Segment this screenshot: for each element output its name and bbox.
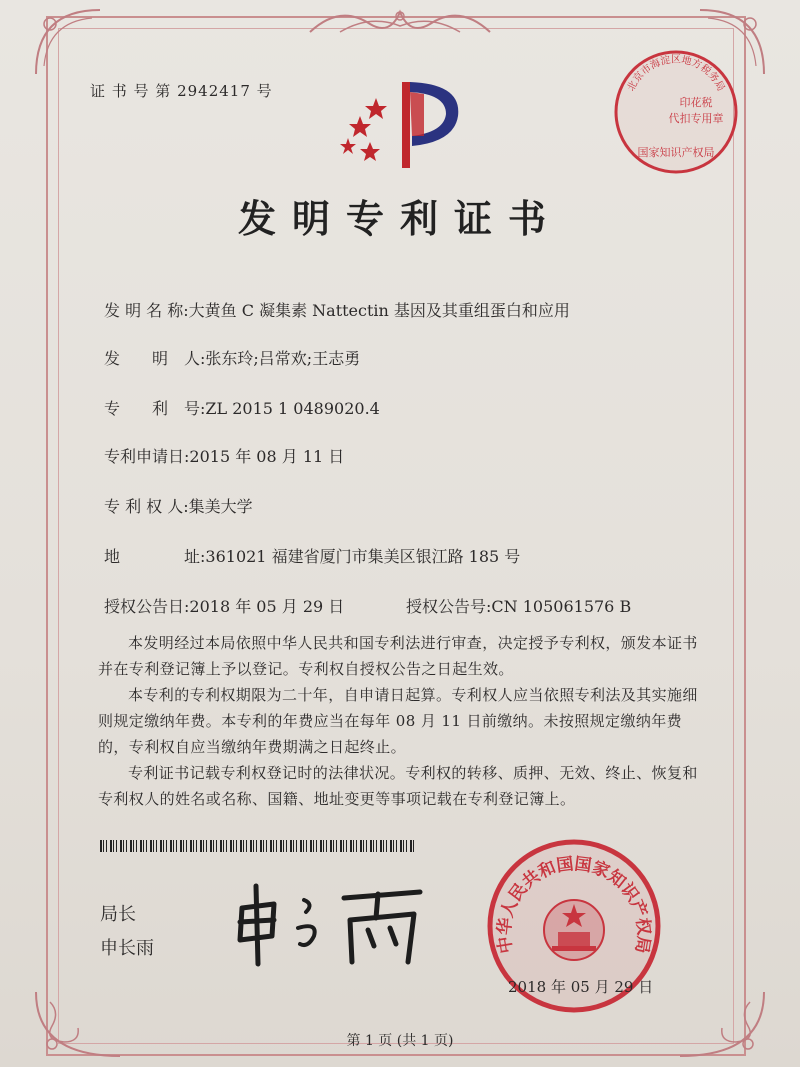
barcode-bar xyxy=(193,840,194,852)
seal-date: 2018 年 05 月 29 日 xyxy=(508,978,654,996)
grant-date-label: 授权公告日: xyxy=(104,597,190,616)
barcode-bar xyxy=(290,840,292,852)
barcode-bar xyxy=(116,840,117,852)
barcode-bar xyxy=(286,840,287,852)
barcode-bar xyxy=(383,840,384,852)
barcode-bar xyxy=(343,840,344,852)
barcode-bar xyxy=(390,840,392,852)
barcode-bar xyxy=(243,840,244,852)
barcode-bar xyxy=(360,840,362,852)
barcode-bar xyxy=(110,840,112,852)
barcode-bar xyxy=(236,840,237,852)
barcode-bar xyxy=(146,840,147,852)
barcode-bar xyxy=(233,840,234,852)
patentee-label: 专 利 权 人: xyxy=(104,497,189,516)
barcode-bar xyxy=(370,840,372,852)
patent-office-logo-icon xyxy=(340,76,470,172)
barcode-bar xyxy=(120,840,122,852)
document-title: 发明专利证书 xyxy=(237,196,562,241)
barcode-bar xyxy=(126,840,127,852)
barcode-bar xyxy=(366,840,367,852)
barcode-bar xyxy=(136,840,137,852)
barcode-bar xyxy=(276,840,277,852)
barcode-bar xyxy=(213,840,214,852)
barcode-bar xyxy=(203,840,204,852)
barcode-bar xyxy=(113,840,114,852)
address-label: 地 址: xyxy=(104,547,206,566)
inventor-label: 发 明 人: xyxy=(104,349,206,368)
barcode-bar xyxy=(400,840,402,852)
barcode-bar xyxy=(196,840,197,852)
tax-stamp-seal xyxy=(612,48,740,176)
barcode-bar xyxy=(210,840,212,852)
barcode-bar xyxy=(313,840,314,852)
invention-name-value: 大黄鱼 C 凝集素 Nattectin 基因及其重组蛋白和应用 xyxy=(188,301,570,320)
patentee-row xyxy=(104,494,253,517)
barcode-bar xyxy=(363,840,364,852)
page-footer: 第 1 页 (共 1 页) xyxy=(346,1033,454,1049)
inventor-row xyxy=(104,346,360,369)
barcode-bar xyxy=(320,840,322,852)
filing-date-label: 专利申请日: xyxy=(104,447,190,466)
bottom-left-corner-ornament xyxy=(30,982,130,1062)
barcode-bar xyxy=(403,840,404,852)
tax-stamp-bottom: 国家知识产权局 xyxy=(637,147,715,159)
patent-number-label: 专 利 号: xyxy=(104,399,206,418)
barcode-bar xyxy=(106,840,107,852)
inventor-value: 张东玲;吕常欢;王志勇 xyxy=(205,349,361,368)
grant-date-row xyxy=(104,594,344,617)
patent-number-row xyxy=(104,396,380,419)
filing-date-row xyxy=(104,444,344,467)
barcode-bar xyxy=(330,840,332,852)
barcode-bar xyxy=(316,840,317,852)
barcode-bar xyxy=(170,840,172,852)
barcode-bar xyxy=(263,840,264,852)
barcode-bar xyxy=(253,840,254,852)
barcode-bar xyxy=(173,840,174,852)
barcode-bar xyxy=(396,840,397,852)
barcode-bar xyxy=(240,840,242,852)
invention-name-label: 发 明 名 称: xyxy=(104,301,189,320)
barcode-bar xyxy=(180,840,182,852)
barcode-bar xyxy=(356,840,357,852)
official-seal-text: 中华人民共和国国家知识产权局 xyxy=(494,854,654,955)
barcode xyxy=(100,840,418,852)
address-row xyxy=(104,544,520,567)
barcode-bar xyxy=(260,840,262,852)
barcode-bar xyxy=(413,840,414,852)
grant-number-row xyxy=(406,594,631,617)
barcode-bar xyxy=(300,840,302,852)
body-paragraph-3: 专利证书记载专利权登记时的法律状况。专利权的转移、质押、无效、终止、恢复和专利权人的姓名或名称、国籍、地址变更等事项记载在专利登记簿上。 xyxy=(98,764,698,808)
barcode-bar xyxy=(140,840,142,852)
barcode-bar xyxy=(200,840,202,852)
barcode-bar xyxy=(333,840,334,852)
tax-stamp-ring-text: 北京市海淀区地方税务局 xyxy=(625,54,727,94)
barcode-bar xyxy=(410,840,412,852)
barcode-bar xyxy=(156,840,157,852)
barcode-bar xyxy=(386,840,387,852)
barcode-bar xyxy=(346,840,347,852)
barcode-bar xyxy=(270,840,272,852)
barcode-bar xyxy=(223,840,224,852)
top-left-corner-ornament xyxy=(30,4,110,84)
barcode-bar xyxy=(310,840,312,852)
barcode-bar xyxy=(143,840,144,852)
body-paragraph-2: 本专利的专利权期限为二十年，自申请日起算。专利权人应当依照专利法及其实施细则规定缴纳年费。本专利的年费应当在每年 08 月 11 日前缴纳。未按照规定缴纳年费的，专利权自应当缴纳年费期满之日起终止。 xyxy=(98,686,698,756)
barcode-bar xyxy=(293,840,294,852)
barcode-bar xyxy=(266,840,267,852)
director-title: 局长 xyxy=(100,904,136,925)
director-signature xyxy=(228,878,428,968)
barcode-bar xyxy=(273,840,274,852)
barcode-bar xyxy=(326,840,327,852)
patent-number-value: ZL 2015 1 0489020.4 xyxy=(205,399,380,418)
top-ornament xyxy=(300,2,500,38)
barcode-bar xyxy=(103,840,104,852)
barcode-bar xyxy=(306,840,307,852)
barcode-bar xyxy=(280,840,282,852)
barcode-bar xyxy=(230,840,232,852)
tax-stamp-line2: 代扣专用章 xyxy=(668,113,724,125)
barcode-bar xyxy=(250,840,252,852)
certificate-number: 证 书 号 第 2942417 号 xyxy=(90,82,273,100)
barcode-bar xyxy=(163,840,164,852)
barcode-bar xyxy=(216,840,217,852)
barcode-bar xyxy=(350,840,352,852)
barcode-bar xyxy=(186,840,187,852)
barcode-bar xyxy=(380,840,382,852)
barcode-bar xyxy=(340,840,342,852)
barcode-bar xyxy=(183,840,184,852)
barcode-bar xyxy=(336,840,337,852)
barcode-bar xyxy=(373,840,374,852)
barcode-bar xyxy=(166,840,167,852)
barcode-bar xyxy=(150,840,152,852)
barcode-bar xyxy=(406,840,407,852)
invention-name-row xyxy=(104,298,570,321)
grant-date-value: 2018 年 05 月 29 日 xyxy=(189,597,345,616)
barcode-bar xyxy=(246,840,247,852)
tax-stamp-line1: 印花税 xyxy=(679,97,713,109)
barcode-bar xyxy=(376,840,377,852)
barcode-bar xyxy=(153,840,154,852)
filing-date-value: 2015 年 08 月 11 日 xyxy=(189,447,345,466)
barcode-bar xyxy=(296,840,297,852)
barcode-bar xyxy=(323,840,324,852)
barcode-bar xyxy=(303,840,304,852)
barcode-bar xyxy=(176,840,177,852)
barcode-bar xyxy=(393,840,394,852)
barcode-bar xyxy=(220,840,222,852)
barcode-bar xyxy=(130,840,132,852)
grant-number-label: 授权公告号: xyxy=(406,597,492,616)
barcode-bar xyxy=(283,840,284,852)
barcode-bar xyxy=(133,840,134,852)
grant-number-value: CN 105061576 B xyxy=(491,597,632,616)
barcode-bar xyxy=(160,840,162,852)
barcode-bar xyxy=(206,840,207,852)
barcode-bar xyxy=(226,840,227,852)
barcode-bar xyxy=(190,840,192,852)
barcode-bar xyxy=(353,840,354,852)
certificate-body xyxy=(98,630,702,812)
barcode-bar xyxy=(123,840,124,852)
patentee-value: 集美大学 xyxy=(188,497,253,516)
barcode-bar xyxy=(100,840,102,852)
director-name: 申长雨 xyxy=(100,938,154,959)
barcode-bar xyxy=(256,840,257,852)
address-value: 361021 福建省厦门市集美区银江路 185 号 xyxy=(205,547,521,566)
body-paragraph-1: 本发明经过本局依照中华人民共和国专利法进行审查，决定授予专利权，颁发本证书并在专利登记簿上予以登记。专利权自授权公告之日起生效。 xyxy=(98,634,698,678)
bottom-right-corner-ornament xyxy=(670,982,770,1062)
